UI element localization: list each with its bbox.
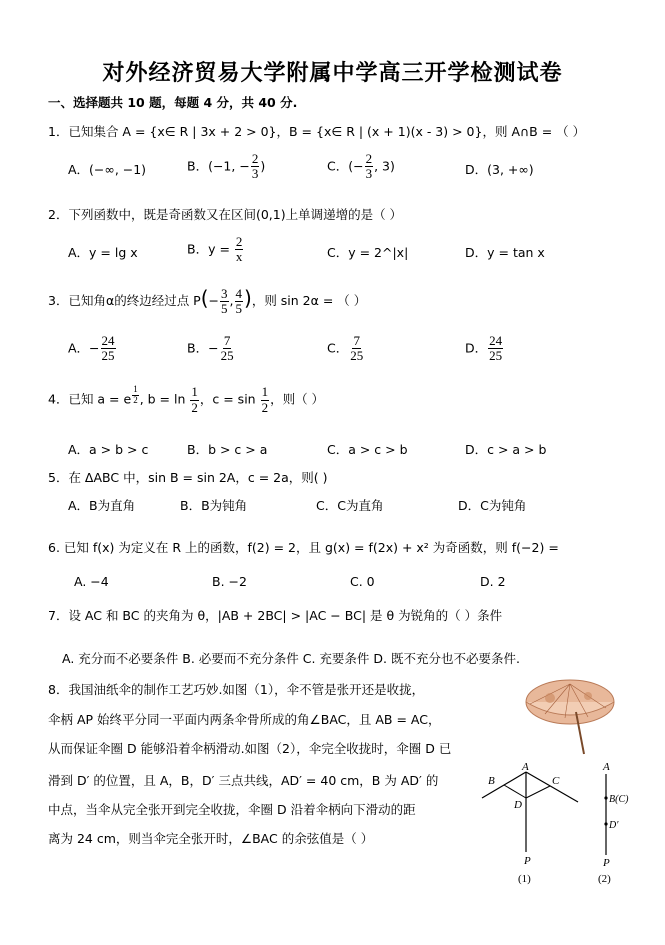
q8-line-3: 从而保证伞圈 D 能够沿着伞柄滑动.如图（2），伞完全收拢时，伞圈 D 已 [48, 741, 452, 756]
fig1-label-a: A [522, 761, 529, 773]
q4-option-c: C．a > c > b [327, 442, 408, 457]
q1-stem: 1．已知集合 A = {x∈ R | 3x + 2 > 0}，B = {x∈ R | (x + 1)(x - 3) > 0}，则 A∩B = （ ） [48, 124, 586, 139]
q3-option-b: B．− $\frac{7}{25}$ [187, 333, 234, 364]
q6-option-d: D. 2 [480, 574, 506, 589]
q7-options: A. 充分而不必要条件 B. 必要而不充分条件 C. 充要条件 D. 既不充分也不必要条件. [62, 651, 520, 666]
fig2-caption: (2) [598, 873, 611, 885]
q6-option-b: B. −2 [212, 574, 247, 589]
fig2-label-a: A [603, 761, 610, 773]
figure-1-umbrella-diagram [478, 760, 588, 885]
fig1-caption: (1) [518, 873, 531, 885]
q3-option-c: C． $\frac{7}{25}$ [327, 333, 364, 364]
q8-line-6: 离为 24 cm，则当伞完全张开时，∠BAC 的余弦值是（ ） [48, 831, 374, 846]
strut-right [526, 786, 550, 798]
q2-option-c: C．y = 2^|x| [327, 245, 409, 260]
section-heading: 一、选择题共 10 题，每题 4 分，共 40 分. [48, 95, 298, 110]
q2-option-b: B．y = $\frac{2}{x}$ [187, 234, 243, 265]
q5-option-d: D．C为钝角 [458, 498, 527, 513]
q4-option-b: B．b > c > a [187, 442, 268, 457]
fig1-label-c: C [552, 775, 560, 787]
figure-2-closed-umbrella [588, 760, 638, 885]
q1-option-a: A．(−∞, −1) [68, 162, 147, 177]
q1-option-c: C．(− $\frac{2}{3}$ , 3) [327, 151, 395, 182]
q2-option-d: D．y = tan x [465, 245, 545, 260]
fig1-label-p: P [524, 855, 531, 867]
q2-stem: 2．下列函数中，既是奇函数又在区间(0,1)上单调递增的是（ ） [48, 207, 403, 222]
fig1-label-d: D [514, 799, 522, 811]
q5-option-b: B．B为钝角 [180, 498, 248, 513]
q3-stem: 3．已知角α的终边经过点 P(− $\frac{3}{5}$ , $\frac{4}{5}$ )，则 sin 2α = （ ） [48, 285, 367, 316]
q8-line-1: 8．我国油纸伞的制作工艺巧妙.如图（1），伞不管是张开还是收拢， [48, 682, 425, 697]
q8-line-4: 滑到 D′ 的位置，且 A，B，D′ 三点共线，AD′ = 40 cm，B 为 AD′ 的 [48, 773, 439, 788]
q5-option-c: C．C为直角 [316, 498, 384, 513]
q5-stem: 5．在 ΔABC 中，sin B = sin 2A，c = 2a，则( ) [48, 470, 328, 485]
q8-line-5: 中点，当伞从完全张开到完全收拢，伞圈 D 沿着伞柄向下滑动的距 [48, 802, 416, 817]
q8-line-2: 伞柄 AP 始终平分同一平面内两条伞骨所成的角∠BAC，且 AB = AC， [48, 712, 441, 727]
q6-option-a: A. −4 [74, 574, 109, 589]
fig2-label-d: D′ [609, 820, 619, 831]
q4-option-d: D．c > a > b [465, 442, 547, 457]
q5-option-a: A．B为直角 [68, 498, 136, 513]
q3-option-a: A．− $\frac{24}{25}$ [68, 333, 115, 364]
umbrella-photo [520, 672, 618, 760]
q3-option-d: D． $\frac{24}{25}$ [465, 333, 503, 364]
fig1-label-b: B [488, 775, 495, 787]
q1-option-b: B．(−1, − $\frac{2}{3}$ ) [187, 151, 266, 182]
page-title: 对外经济贸易大学附属中学高三开学检测试卷 [102, 60, 563, 86]
q4-stem: 4．已知 a = e $^{\frac{1}{2}}$ , b = ln $\frac{1}{2}$ ，c = sin $\frac{1}{2}$ ，则（ ） [48, 384, 325, 415]
fig2-label-p: P [603, 857, 610, 869]
strut-left [504, 785, 526, 798]
q6-stem: 6. 已知 f(x) 为定义在 R 上的函数，f(2) = 2，且 g(x) = f(2x) + x² 为奇函数，则 f(−2) = [48, 540, 559, 555]
q4-option-a: A．a > b > c [68, 442, 149, 457]
q6-option-c: C. 0 [350, 574, 375, 589]
q1-option-d: D．(3, +∞) [465, 162, 534, 177]
fig2-label-bc: B(C) [609, 794, 629, 805]
q7-stem: 7．设 AC 和 BC 的夹角为 θ，|AB + 2BC| > |AC − BC| 是 θ 为锐角的（ ）条件 [48, 608, 503, 623]
q2-option-a: A．y = lg x [68, 245, 138, 260]
